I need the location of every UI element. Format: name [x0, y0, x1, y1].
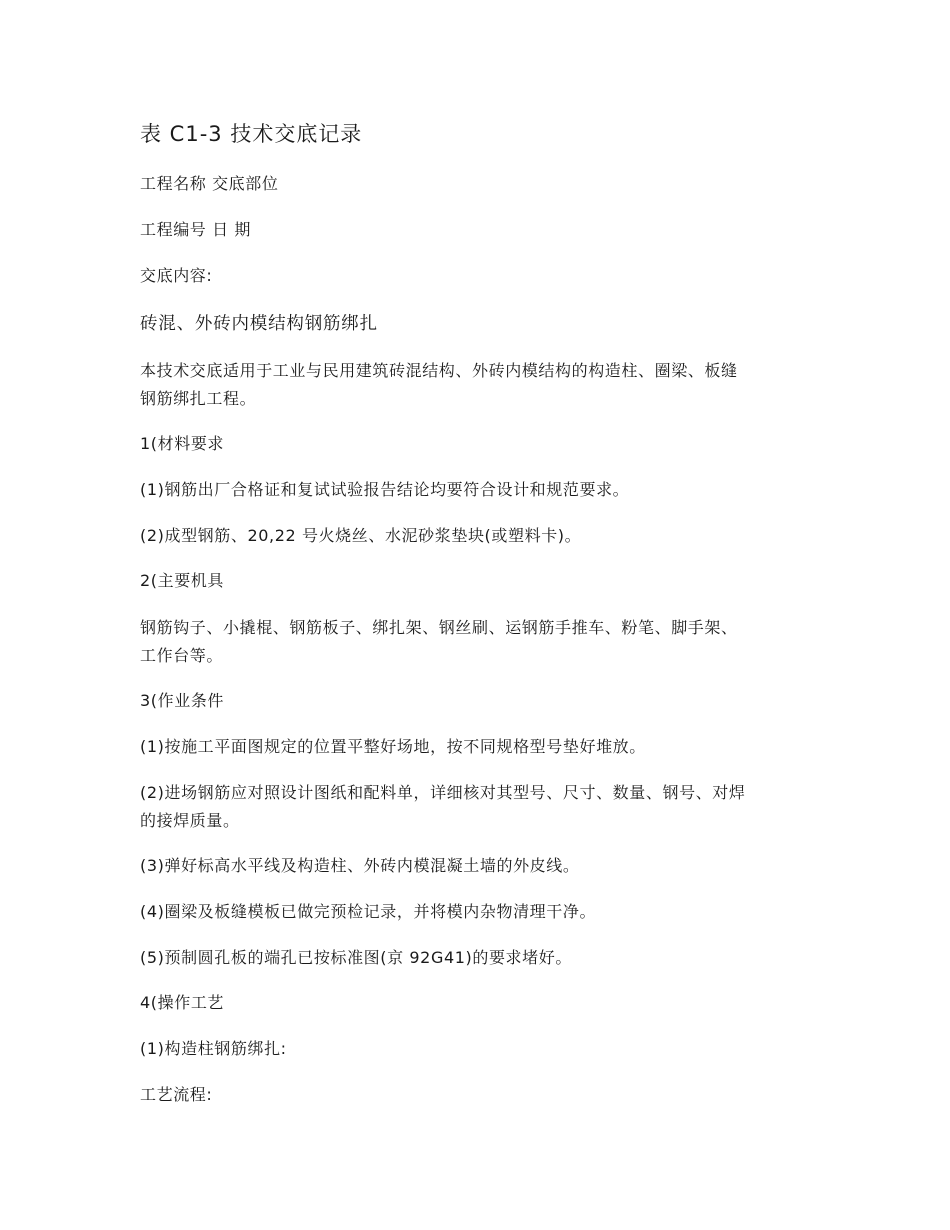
section-2-heading: 2(主要机具 [140, 571, 225, 590]
section-3-item-2-line-2: 的接焊质量。 [140, 811, 240, 830]
section-4-item-1: (1)构造柱钢筋绑扎: [140, 1039, 287, 1058]
section-3-heading: 3(作业条件 [140, 691, 225, 710]
content-label: 交底内容: [140, 266, 213, 285]
field-project-name: 工程名称 交底部位 [140, 174, 279, 193]
section-3-item-3: (3)弹好标高水平线及构造柱、外砖内模混凝土墙的外皮线。 [140, 856, 580, 875]
section-2-line-2: 工作台等。 [140, 646, 224, 665]
document-title: 表 C1-3 技术交底记录 [140, 122, 363, 146]
section-3-item-5: (5)预制圆孔板的端孔已按标准图(京 92G41)的要求堵好。 [140, 948, 572, 967]
section-1-heading: 1(材料要求 [140, 434, 225, 453]
section-4-heading: 4(操作工艺 [140, 993, 225, 1012]
section-2-line-1: 钢筋钩子、小撬棍、钢筋板子、绑扎架、钢丝刷、运钢筋手推车、粉笔、脚手架、 [140, 618, 738, 637]
section-1-item-2: (2)成型钢筋、20,22 号火烧丝、水泥砂浆垫块(或塑料卡)。 [140, 526, 582, 545]
intro-paragraph-line-2: 钢筋绑扎工程。 [140, 389, 257, 408]
field-project-number: 工程编号 日 期 [140, 220, 251, 239]
section-1-item-1: (1)钢筋出厂合格证和复试试验报告结论均要符合设计和规范要求。 [140, 480, 630, 499]
process-flow-label: 工艺流程: [140, 1085, 213, 1104]
section-3-item-1: (1)按施工平面图规定的位置平整好场地，按不同规格型号垫好堆放。 [140, 737, 646, 756]
subject-heading: 砖混、外砖内模结构钢筋绑扎 [140, 314, 378, 334]
section-3-item-2-line-1: (2)进场钢筋应对照设计图纸和配料单，详细核对其型号、尺寸、数量、钢号、对焊 [140, 783, 746, 802]
intro-paragraph-line-1: 本技术交底适用于工业与民用建筑砖混结构、外砖内模结构的构造柱、圈梁、板缝 [140, 361, 738, 380]
section-3-item-4: (4)圈梁及板缝模板已做完预检记录，并将模内杂物清理干净。 [140, 902, 597, 921]
